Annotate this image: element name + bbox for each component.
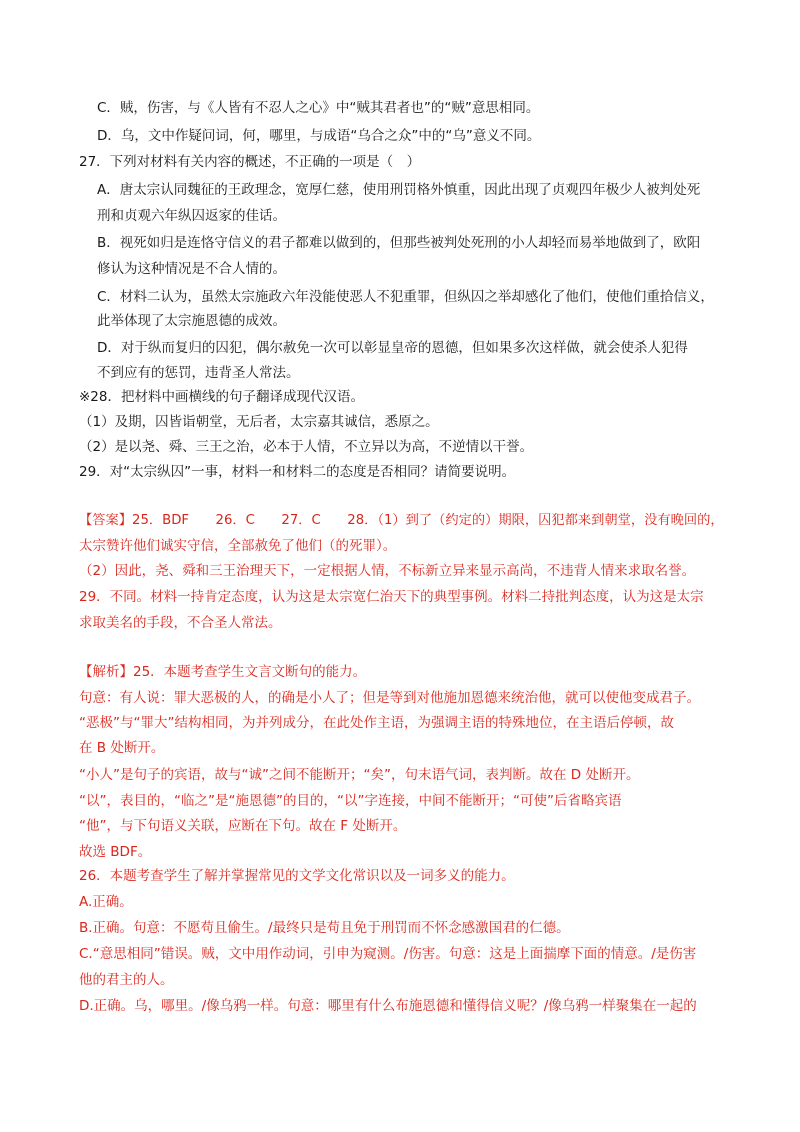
analysis-line-13: 他的君主的人。 [79, 972, 174, 988]
analysis-line-10: A.正确。 [79, 894, 133, 910]
q27-stem: 27．下列对材料有关内容的概述，不正确的一项是（ ） [79, 154, 421, 170]
q27-option-d-line1: D．对于纵而复归的囚犯，偶尔赦免一次可以彰显皇帝的恩德，但如果多次这样做，就会使杀人犯得 [97, 340, 688, 356]
q27-option-a-line2: 刑和贞观六年纵囚返家的佳话。 [97, 208, 286, 224]
analysis-line-14: D.正确。乌，哪里。/像乌鸦一样。句意：哪里有什么布施恩德和懂得信义呢？/像乌鸦一样聚集在一起的 [79, 998, 697, 1014]
q28-item-2: （2）是以尧、舜、三王之治，必本于人情，不立异以为高，不逆情以干誉。 [79, 439, 534, 455]
q27-option-a-line1: A．唐太宗认同魏征的王政理念，宽厚仁慈，使用刑罚格外慎重，因此出现了贞观四年极少人被判处死 [97, 182, 701, 198]
q28-stem: ※28．把材料中画横线的句子翻译成现代汉语。 [79, 389, 364, 405]
analysis-line-2: 句意：有人说：罪大恶极的人，的确是小人了；但是等到对他施加恩德来统治他，就可以使他变成君子。 [79, 690, 700, 706]
q26-option-d: D．乌，文中作疑问词，何，哪里，与成语“乌合之众”中的“乌”意义不同。 [97, 128, 541, 144]
answer-line-3: （2）因此，尧、舜和三王治理天下，一定根据人情，不标新立异来显示高尚，不违背人情来求取名誉。 [79, 563, 696, 579]
answer-text-1: 25．BDF 26．C 27．C 28．（1）到了（约定的）期限，囚犯都来到朝堂，没有晚回的， [132, 513, 724, 528]
analysis-line-4: 在 B 处断开。 [79, 740, 165, 756]
analysis-text-1: 25．本题考查学生文言文断句的能力。 [133, 664, 367, 680]
q28-item-1: （1）及期，囚皆诣朝堂，无后者，太宗嘉其诚信，悉原之。 [79, 414, 439, 430]
answer-label: 【答案】 [79, 513, 133, 528]
answer-line-2: 太宗赞许他们诚实守信，全部赦免了他们（的死罪）。 [79, 538, 397, 554]
analysis-line-5: “小人”是句子的宾语，故与“诚”之间不能断开；“矣”，句末语气词，表判断。故在 D 处断开。 [79, 767, 640, 783]
analysis-line-3: “恶极”与“罪大”结构相同，为并列成分，在此处作主语，为强调主语的特殊地位，在主语后停顿，故 [79, 715, 674, 731]
q27-option-d-line2: 不到应有的惩罚，违背圣人常法。 [97, 365, 300, 381]
analysis-label: 【解析】 [79, 664, 133, 680]
analysis-line-12: C.“意思相同”错误。贼，文中用作动词，引申为窥测。/伤害。句意：这是上面揣摩下面的情意。/是伤害 [79, 946, 697, 962]
q27-option-b-line2: 修认为这种情况是不合人情的。 [97, 261, 286, 277]
analysis-line-9: 26．本题考查学生了解并掌握常见的文学文化常识以及一词多义的能力。 [79, 868, 515, 884]
analysis-line-1 [79, 662, 366, 682]
answer-line-5: 求取美名的手段，不合圣人常法。 [79, 615, 282, 631]
analysis-line-7: “他”，与下句语义关联，应断在下句。故在 F 处断开。 [79, 818, 407, 834]
answer-line-4: 29．不同。材料一持肯定态度，认为这是太宗宽仁治天下的典型事例。材料二持批判态度，认为这是太宗 [79, 589, 704, 605]
q29-stem: 29．对“太宗纵囚”一事，材料一和材料二的态度是否相同？请简要说明。 [79, 464, 516, 480]
analysis-line-8: 故选 BDF。 [79, 844, 152, 860]
analysis-line-11: B.正确。句意：不愿苟且偷生。/最终只是苟且免于刑罚而不怀念感激国君的仁德。 [79, 920, 570, 936]
q27-option-c-line1: C．材料二认为，虽然太宗施政六年没能使恶人不犯重罪，但纵囚之举却感化了他们，使他们重拾信义， [97, 289, 714, 305]
q26-option-c: C．贼，伤害，与《人皆有不忍人之心》中“贼其君者也”的“贼”意思相同。 [97, 100, 540, 116]
q27-option-c-line2: 此举体现了太宗施恩德的成效。 [97, 313, 286, 329]
q27-option-b-line1: B．视死如归是连恪守信义的君子都难以做到的，但那些被判处死刑的小人却轻而易举地做到了，欧阳 [97, 235, 701, 251]
analysis-line-6: “以”，表目的，“临之”是“施恩德”的目的，“以”字连接，中间不能断开；“可使”后省略宾语 [79, 793, 622, 809]
answer-line-1 [79, 511, 724, 531]
